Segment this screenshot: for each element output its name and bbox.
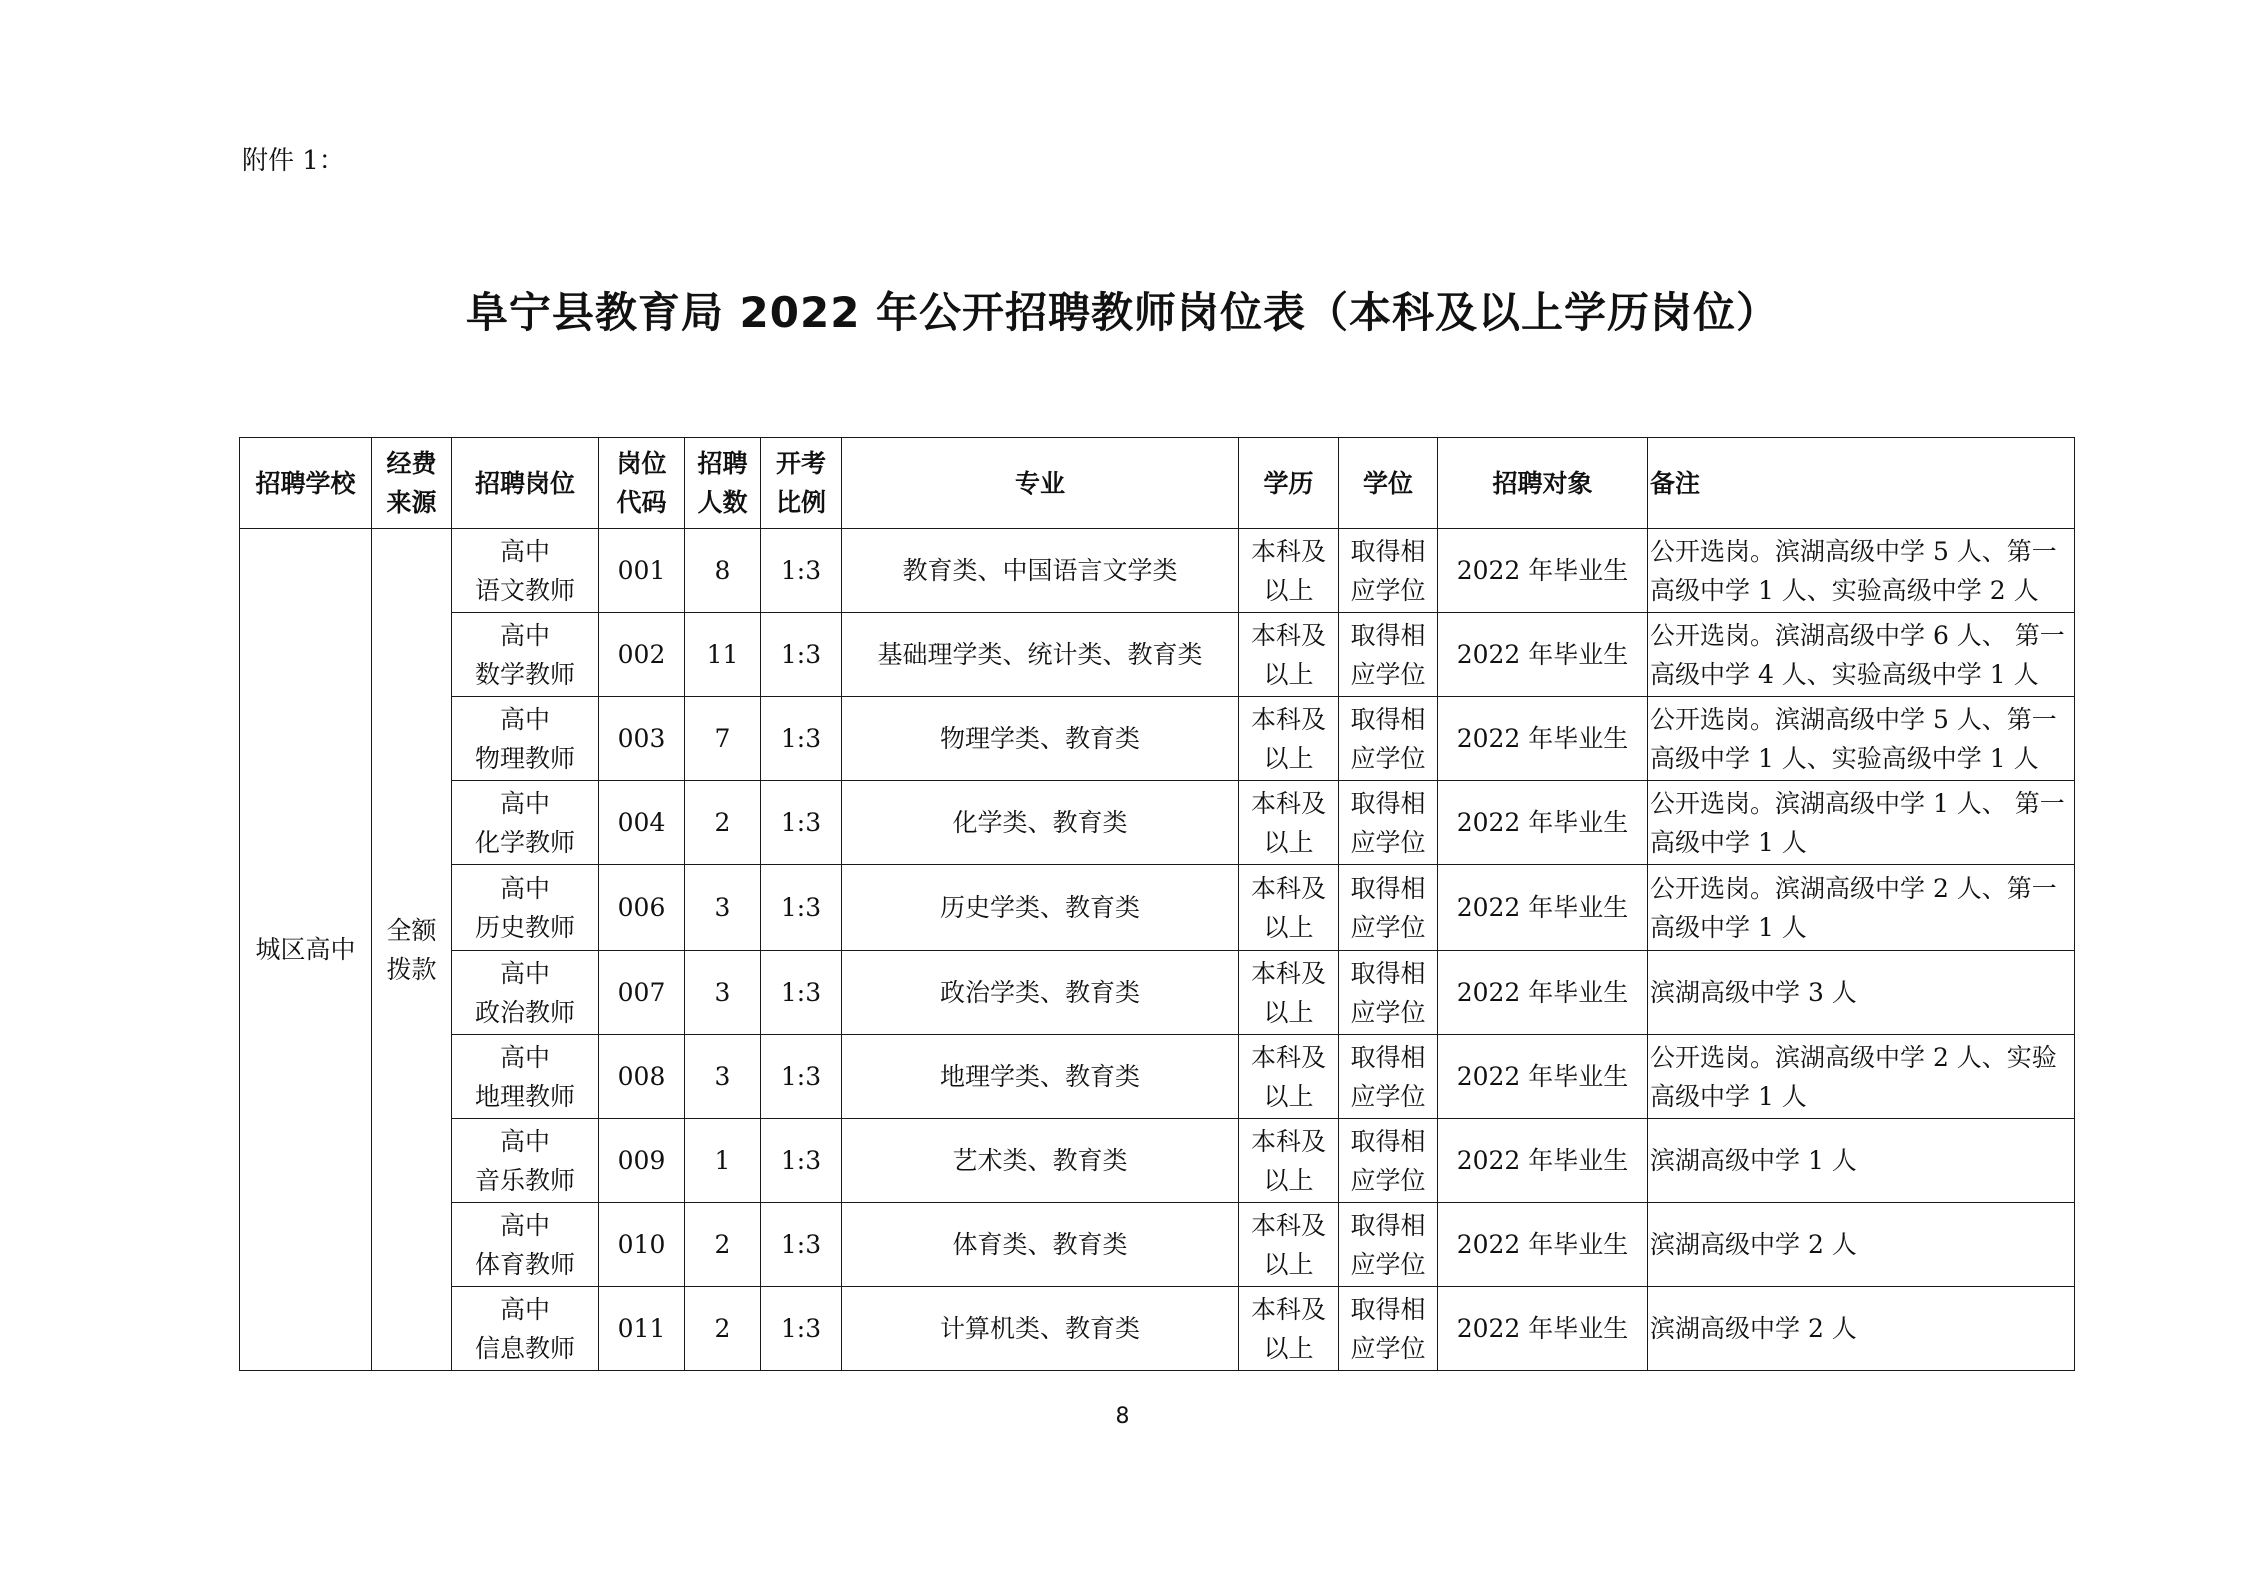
degree-cell: 取得相 应学位 <box>1339 1119 1438 1203</box>
note-cell: 公开选岗。滨湖高级中学 5 人、第一高级中学 1 人、实验高级中学 1 人 <box>1648 697 2075 781</box>
degree-cell: 取得相 应学位 <box>1339 697 1438 781</box>
education-cell: 本科及 以上 <box>1239 781 1339 865</box>
count-cell: 2 <box>685 781 761 865</box>
post-cell: 高中 音乐教师 <box>452 1119 599 1203</box>
header-post: 招聘岗位 <box>452 438 599 529</box>
table-row <box>240 781 2075 865</box>
major-cell: 政治学类、教育类 <box>842 951 1239 1035</box>
post-cell: 高中 体育教师 <box>452 1203 599 1287</box>
degree-cell: 取得相 应学位 <box>1339 1287 1438 1371</box>
major-cell: 艺术类、教育类 <box>842 1119 1239 1203</box>
target-cell: 2022 年毕业生 <box>1438 1035 1648 1119</box>
note-cell: 公开选岗。滨湖高级中学 5 人、第一高级中学 1 人、实验高级中学 2 人 <box>1648 529 2075 613</box>
count-cell: 3 <box>685 865 761 951</box>
education-cell: 本科及 以上 <box>1239 1119 1339 1203</box>
post-cell: 高中 历史教师 <box>452 865 599 951</box>
degree-cell: 取得相 应学位 <box>1339 529 1438 613</box>
school-cell: 城区高中 <box>240 529 372 1371</box>
post-cell: 高中 地理教师 <box>452 1035 599 1119</box>
count-cell: 2 <box>685 1203 761 1287</box>
post-cell: 高中 化学教师 <box>452 781 599 865</box>
major-cell: 化学类、教育类 <box>842 781 1239 865</box>
code-cell: 010 <box>599 1203 685 1287</box>
table-row <box>240 1203 2075 1287</box>
ratio-cell: 1:3 <box>761 865 842 951</box>
post-cell: 高中 物理教师 <box>452 697 599 781</box>
attachment-label: 附件 1： <box>242 146 345 176</box>
degree-cell: 取得相 应学位 <box>1339 951 1438 1035</box>
ratio-cell: 1:3 <box>761 1119 842 1203</box>
major-cell: 基础理学类、统计类、教育类 <box>842 613 1239 697</box>
funding-cell: 全额 拨款 <box>372 529 452 1371</box>
note-cell: 公开选岗。滨湖高级中学 6 人、 第一高级中学 4 人、实验高级中学 1 人 <box>1648 613 2075 697</box>
header-degree: 学位 <box>1339 438 1438 529</box>
count-cell: 7 <box>685 697 761 781</box>
education-cell: 本科及 以上 <box>1239 613 1339 697</box>
target-cell: 2022 年毕业生 <box>1438 865 1648 951</box>
header-code: 岗位 代码 <box>599 438 685 529</box>
target-cell: 2022 年毕业生 <box>1438 529 1648 613</box>
education-cell: 本科及 以上 <box>1239 865 1339 951</box>
major-cell: 物理学类、教育类 <box>842 697 1239 781</box>
major-cell: 地理学类、教育类 <box>842 1035 1239 1119</box>
degree-cell: 取得相 应学位 <box>1339 865 1438 951</box>
header-major: 专业 <box>842 438 1239 529</box>
degree-cell: 取得相 应学位 <box>1339 613 1438 697</box>
post-cell: 高中 语文教师 <box>452 529 599 613</box>
table-row <box>240 529 2075 613</box>
table-row <box>240 1119 2075 1203</box>
recruitment-table-wrapper <box>239 437 2075 1371</box>
table-row <box>240 1287 2075 1371</box>
recruitment-table <box>239 437 2075 1371</box>
ratio-cell: 1:3 <box>761 951 842 1035</box>
education-cell: 本科及 以上 <box>1239 1035 1339 1119</box>
count-cell: 11 <box>685 613 761 697</box>
note-cell: 滨湖高级中学 3 人 <box>1648 951 2075 1035</box>
code-cell: 001 <box>599 529 685 613</box>
degree-cell: 取得相 应学位 <box>1339 1035 1438 1119</box>
document-title: 阜宁县教育局 2022 年公开招聘教师岗位表（本科及以上学历岗位） <box>465 288 1780 337</box>
education-cell: 本科及 以上 <box>1239 951 1339 1035</box>
note-cell: 滨湖高级中学 2 人 <box>1648 1203 2075 1287</box>
ratio-cell: 1:3 <box>761 697 842 781</box>
education-cell: 本科及 以上 <box>1239 1203 1339 1287</box>
target-cell: 2022 年毕业生 <box>1438 951 1648 1035</box>
ratio-cell: 1:3 <box>761 1035 842 1119</box>
code-cell: 007 <box>599 951 685 1035</box>
table-row <box>240 865 2075 951</box>
target-cell: 2022 年毕业生 <box>1438 1203 1648 1287</box>
header-funding: 经费 来源 <box>372 438 452 529</box>
ratio-cell: 1:3 <box>761 529 842 613</box>
target-cell: 2022 年毕业生 <box>1438 781 1648 865</box>
note-cell: 滨湖高级中学 2 人 <box>1648 1287 2075 1371</box>
ratio-cell: 1:3 <box>761 781 842 865</box>
degree-cell: 取得相 应学位 <box>1339 1203 1438 1287</box>
header-education: 学历 <box>1239 438 1339 529</box>
header-note: 备注 <box>1648 438 2075 529</box>
post-cell: 高中 政治教师 <box>452 951 599 1035</box>
education-cell: 本科及 以上 <box>1239 1287 1339 1371</box>
code-cell: 003 <box>599 697 685 781</box>
count-cell: 3 <box>685 1035 761 1119</box>
header-ratio: 开考 比例 <box>761 438 842 529</box>
note-cell: 公开选岗。滨湖高级中学 2 人、实验高级中学 1 人 <box>1648 1035 2075 1119</box>
degree-cell: 取得相 应学位 <box>1339 781 1438 865</box>
note-cell: 公开选岗。滨湖高级中学 1 人、 第一高级中学 1 人 <box>1648 781 2075 865</box>
ratio-cell: 1:3 <box>761 613 842 697</box>
code-cell: 008 <box>599 1035 685 1119</box>
target-cell: 2022 年毕业生 <box>1438 1287 1648 1371</box>
target-cell: 2022 年毕业生 <box>1438 697 1648 781</box>
table-row <box>240 951 2075 1035</box>
count-cell: 1 <box>685 1119 761 1203</box>
education-cell: 本科及 以上 <box>1239 529 1339 613</box>
education-cell: 本科及 以上 <box>1239 697 1339 781</box>
code-cell: 006 <box>599 865 685 951</box>
count-cell: 8 <box>685 529 761 613</box>
page-number: 8 <box>1115 1404 1130 1429</box>
target-cell: 2022 年毕业生 <box>1438 613 1648 697</box>
count-cell: 3 <box>685 951 761 1035</box>
post-cell: 高中 信息教师 <box>452 1287 599 1371</box>
header-target: 招聘对象 <box>1438 438 1648 529</box>
code-cell: 009 <box>599 1119 685 1203</box>
major-cell: 体育类、教育类 <box>842 1203 1239 1287</box>
target-cell: 2022 年毕业生 <box>1438 1119 1648 1203</box>
header-count: 招聘 人数 <box>685 438 761 529</box>
count-cell: 2 <box>685 1287 761 1371</box>
code-cell: 004 <box>599 781 685 865</box>
table-row <box>240 1035 2075 1119</box>
major-cell: 历史学类、教育类 <box>842 865 1239 951</box>
note-cell: 滨湖高级中学 1 人 <box>1648 1119 2075 1203</box>
header-school: 招聘学校 <box>240 438 372 529</box>
post-cell: 高中 数学教师 <box>452 613 599 697</box>
table-row <box>240 697 2075 781</box>
ratio-cell: 1:3 <box>761 1203 842 1287</box>
table-row <box>240 613 2075 697</box>
table-header-row <box>240 438 2075 529</box>
code-cell: 002 <box>599 613 685 697</box>
ratio-cell: 1:3 <box>761 1287 842 1371</box>
code-cell: 011 <box>599 1287 685 1371</box>
note-cell: 公开选岗。滨湖高级中学 2 人、第一高级中学 1 人 <box>1648 865 2075 951</box>
major-cell: 教育类、中国语言文学类 <box>842 529 1239 613</box>
major-cell: 计算机类、教育类 <box>842 1287 1239 1371</box>
